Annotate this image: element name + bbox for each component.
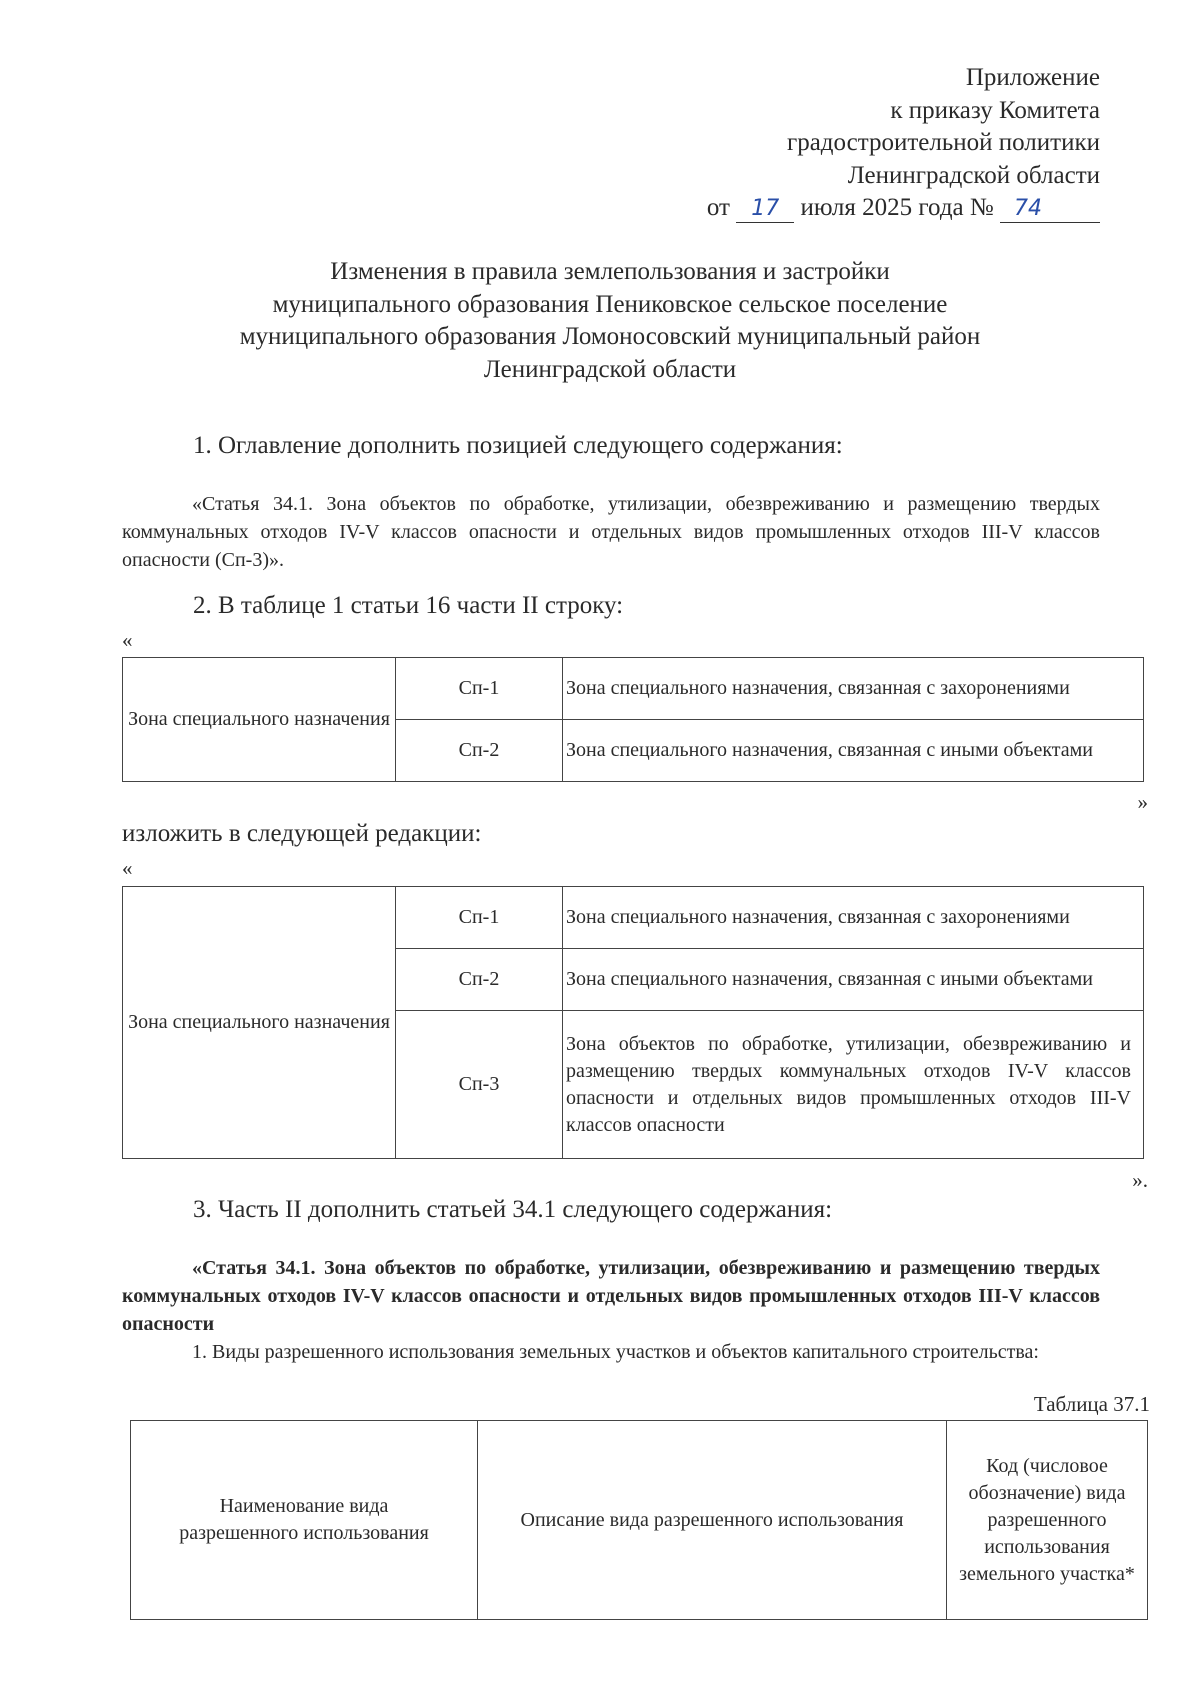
- header-code-cell: Код (числовое обозначение) вида разрешенного использования земельного участка*: [947, 1421, 1148, 1620]
- order-number-handwritten: 74: [1014, 196, 1042, 221]
- old-desc-cell: Зона специального назначения, связанная с захоронениями: [563, 658, 1144, 720]
- table-row: [123, 658, 1144, 720]
- old-code-cell: Сп-2: [396, 720, 563, 782]
- table-header-row: [131, 1421, 1148, 1620]
- old-zone-cell: Зона специального назначения: [123, 658, 396, 782]
- document-title: [120, 256, 1100, 386]
- new-desc-cell: Зона специального назначения, связанная с иными объектами: [563, 949, 1144, 1011]
- date-prefix: от: [706, 194, 730, 221]
- new-table-close-quote: ».: [1132, 1168, 1148, 1192]
- new-desc-cell: Зона специального назначения, связанная с захоронениями: [563, 887, 1144, 949]
- title-line-1: Изменения в правила землепользования и застройки: [330, 258, 890, 285]
- appendix-line-4: Ленинградской области: [847, 161, 1100, 189]
- table-label: Таблица 37.1: [1033, 1392, 1150, 1416]
- table-row: [123, 887, 1144, 949]
- date-mid: июля 2025 года №: [800, 194, 994, 221]
- date-day-field: [736, 192, 794, 223]
- appendix-block: [707, 62, 1100, 225]
- title-line-4: Ленинградской области: [483, 355, 737, 383]
- appendix-line-2: к приказу Комитета: [890, 96, 1100, 124]
- appendix-line-3: градостроительной политики: [786, 129, 1100, 156]
- old-code-cell: Сп-1: [396, 658, 563, 720]
- appendix-date-line: [707, 192, 1100, 225]
- item3-heading: 3. Часть II дополнить статьей 34.1 следующего содержания:: [193, 1196, 833, 1223]
- date-day-handwritten: 17: [751, 196, 780, 221]
- new-code-cell: Сп-3: [396, 1011, 563, 1159]
- new-desc-cell: Зона объектов по обработке, утилизации, обезвреживанию и размещению твердых коммунальных отходов IV-V классов опасности и отдельных видов промышленных отходов III-V классов опасности: [563, 1011, 1144, 1159]
- old-table-close-quote: »: [1137, 790, 1148, 814]
- new-code-cell: Сп-1: [396, 887, 563, 949]
- new-zones-table: [122, 886, 1144, 1159]
- item2-heading: 2. В таблице 1 статьи 16 части II строку:: [193, 592, 624, 619]
- replace-text: изложить в следующей редакции:: [122, 820, 482, 847]
- new-table-open-quote: «: [122, 856, 133, 880]
- old-zones-table: [122, 657, 1144, 782]
- title-line-3: муниципального образования Ломоносовский муниципальный район: [239, 323, 981, 350]
- header-description-cell: Описание вида разрешенного использования: [478, 1421, 947, 1620]
- article-title: «Статья 34.1. Зона объектов по обработке, утилизации, обезвреживанию и размещению твердых коммунальных отходов IV-V классов опасности и отдельных видов промышленных отходов III-V классов опасности: [122, 1257, 1100, 1335]
- item1-text: «Статья 34.1. Зона объектов по обработке, утилизации, обезвреживанию и размещению твердых коммунальных отходов IV-V классов опасности и отдельных видов промышленных отходов III-V классов опасности (Сп-3)».: [122, 493, 1100, 571]
- header-name-cell: Наименование вида разрешенного использования: [131, 1421, 478, 1620]
- appendix-line-1: Приложение: [965, 64, 1100, 91]
- old-desc-cell: Зона специального назначения, связанная с иными объектами: [563, 720, 1144, 782]
- item3-sub1: 1. Виды разрешенного использования земельных участков и объектов капитального строительства:: [192, 1341, 1039, 1363]
- new-zone-cell: Зона специального назначения: [123, 887, 396, 1159]
- title-line-2: муниципального образования Пениковское сельское поселение: [272, 290, 948, 318]
- item1-heading: 1. Оглавление дополнить позицией следующего содержания:: [193, 432, 843, 459]
- new-code-cell: Сп-2: [396, 949, 563, 1011]
- old-table-open-quote: «: [122, 628, 133, 652]
- order-number-field: [1000, 192, 1100, 223]
- permitted-use-table: [130, 1420, 1148, 1620]
